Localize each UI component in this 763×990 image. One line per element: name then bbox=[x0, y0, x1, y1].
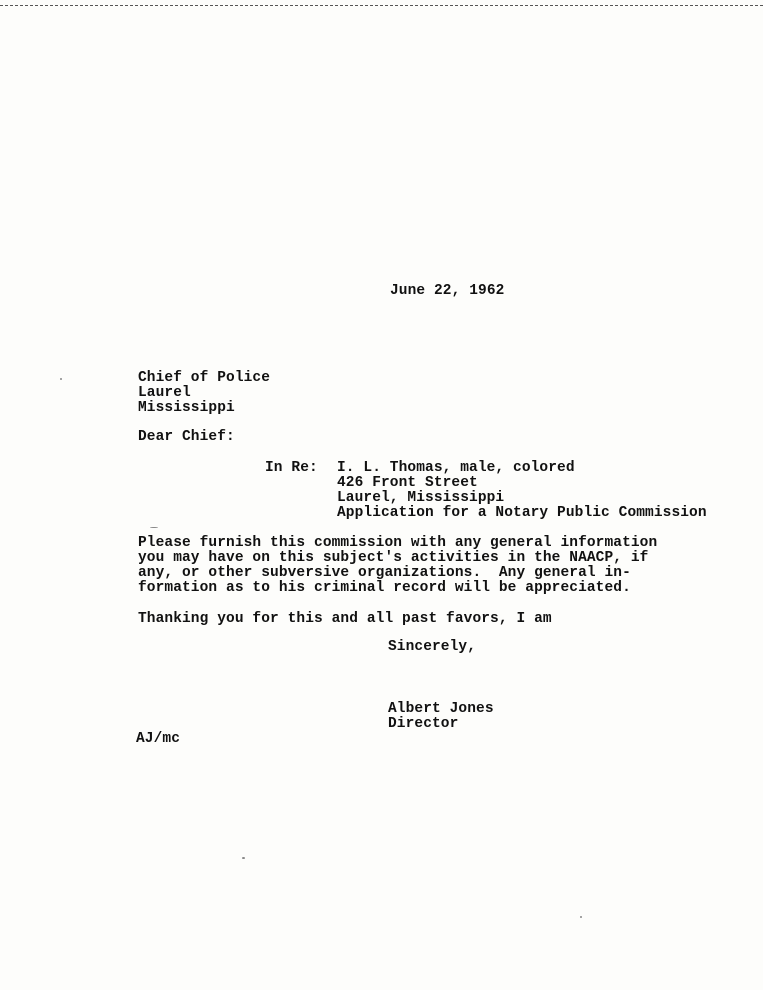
signature-block bbox=[388, 702, 494, 732]
salutation: Dear Chief: bbox=[138, 429, 235, 445]
scan-speck bbox=[242, 857, 245, 859]
in-re-label: In Re: bbox=[265, 460, 318, 476]
scan-speck bbox=[60, 378, 62, 380]
body-line: you may have on this subject's activities in the NAACP, if bbox=[138, 550, 649, 566]
recipient-line: Chief of Police bbox=[138, 370, 271, 386]
body-line: Please furnish this commission with any general information bbox=[138, 535, 658, 551]
body-line: any, or other subversive organizations. Any general in- bbox=[138, 565, 631, 581]
signer-title: Director bbox=[388, 716, 459, 732]
scan-speck bbox=[580, 916, 582, 918]
letter-date: June 22, 1962 bbox=[390, 283, 505, 299]
scan-speck bbox=[150, 527, 158, 528]
typist-initials: AJ/mc bbox=[136, 731, 181, 747]
recipient-address bbox=[138, 371, 270, 416]
top-edge-rule bbox=[0, 0, 763, 6]
body-paragraph bbox=[138, 536, 657, 596]
in-re-line: Application for a Notary Public Commission bbox=[337, 505, 707, 521]
in-re-details bbox=[337, 461, 707, 521]
recipient-line: Mississippi bbox=[138, 400, 235, 416]
thanks-line: Thanking you for this and all past favors, I am bbox=[138, 611, 552, 627]
closing: Sincerely, bbox=[388, 639, 477, 655]
in-re-line: I. L. Thomas, male, colored bbox=[337, 460, 575, 476]
signer-name: Albert Jones bbox=[388, 701, 494, 717]
in-re-line: Laurel, Mississippi bbox=[337, 490, 505, 506]
recipient-line: Laurel bbox=[138, 385, 191, 401]
body-line: formation as to his criminal record will be appreciated. bbox=[138, 580, 631, 596]
in-re-line: 426 Front Street bbox=[337, 475, 478, 491]
